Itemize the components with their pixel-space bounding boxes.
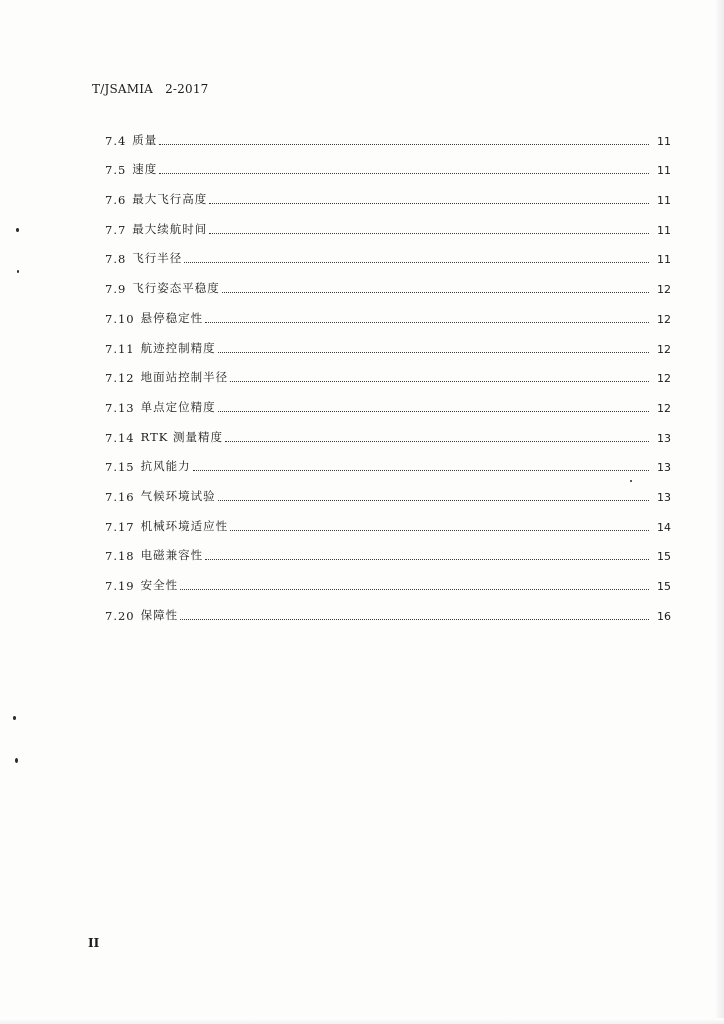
scan-speck <box>17 270 19 273</box>
toc-dot-leader <box>218 410 649 412</box>
toc-entry-page: 11 <box>657 253 671 267</box>
toc-entry-title: RTK 测量精度 <box>140 429 223 444</box>
scan-edge-shadow-bottom <box>0 1018 724 1024</box>
toc-dot-leader <box>159 143 649 145</box>
toc-entry-page: 12 <box>657 312 671 326</box>
toc-entry[interactable] <box>105 415 671 445</box>
toc-dot-leader <box>230 529 649 531</box>
toc-entry[interactable] <box>105 118 671 148</box>
toc-entry-page: 13 <box>657 431 671 445</box>
toc-dot-leader <box>180 618 649 620</box>
toc-dot-leader <box>193 469 649 471</box>
toc-entry[interactable] <box>105 385 671 415</box>
toc-entry-number: 7.16 <box>105 489 135 504</box>
toc-dot-leader <box>180 588 649 590</box>
toc-entry-number: 7.10 <box>105 311 135 326</box>
toc-entry-number: 7.15 <box>105 460 135 475</box>
toc-entry-page: 11 <box>657 223 671 237</box>
toc-entry-title: 电磁兼容性 <box>140 548 204 563</box>
toc-entry[interactable] <box>105 207 671 237</box>
toc-entry-number: 7.19 <box>105 579 135 593</box>
toc-entry-title: 速度 <box>132 162 158 177</box>
toc-entry-page: 11 <box>657 134 671 148</box>
toc-entry-number: 7.17 <box>105 519 135 534</box>
toc-entry-title: 安全性 <box>140 578 179 592</box>
toc-entry-page: 13 <box>657 490 671 504</box>
toc-entry-title: 飞行半径 <box>132 251 183 266</box>
toc-dot-leader <box>209 202 649 204</box>
toc-dot-leader <box>222 291 649 293</box>
toc-dot-leader <box>159 172 649 174</box>
toc-entry-title: 气候环境试验 <box>140 488 216 503</box>
toc-entry-page: 11 <box>657 164 671 178</box>
scan-speck <box>16 228 19 232</box>
page-number: II <box>88 936 100 950</box>
toc-entry[interactable] <box>105 177 671 207</box>
toc-entry-title: 抗风能力 <box>140 459 191 474</box>
toc-entry-title: 悬停稳定性 <box>140 310 204 325</box>
toc-entry-number: 7.9 <box>105 282 127 297</box>
toc-entry-number: 7.13 <box>105 400 135 415</box>
toc-dot-leader <box>225 440 649 442</box>
toc-entry-page: 12 <box>657 283 671 297</box>
toc-entry[interactable] <box>105 593 671 623</box>
toc-entry[interactable] <box>105 534 671 564</box>
scan-edge-shadow <box>714 0 724 1024</box>
toc-dot-leader <box>184 261 649 263</box>
toc-entry-number: 7.11 <box>105 341 135 356</box>
standard-code-header: T/JSAMIA 2-2017 <box>92 82 209 96</box>
toc-entry-title: 地面站控制半径 <box>140 370 229 385</box>
toc-entry-title: 最大飞行高度 <box>132 192 208 207</box>
scan-speck <box>15 758 18 763</box>
toc-dot-leader <box>205 321 649 323</box>
toc-entry-title: 最大续航时间 <box>132 221 208 236</box>
toc-entry-page: 11 <box>657 194 671 208</box>
toc-entry-page: 16 <box>657 609 671 623</box>
toc-entry[interactable] <box>105 148 671 178</box>
table-of-contents <box>105 118 671 623</box>
toc-entry-page: 12 <box>657 372 671 386</box>
toc-entry[interactable] <box>105 266 671 296</box>
toc-entry-number: 7.7 <box>105 222 127 237</box>
toc-entry[interactable] <box>105 356 671 386</box>
toc-entry-page: 12 <box>657 342 671 356</box>
toc-dot-leader <box>205 558 649 560</box>
toc-entry-number: 7.8 <box>105 252 127 267</box>
toc-entry-number: 7.14 <box>105 430 135 445</box>
toc-entry[interactable] <box>105 296 671 326</box>
toc-entry-title: 保障性 <box>140 607 179 622</box>
toc-entry[interactable] <box>105 445 671 475</box>
toc-entry-page: 15 <box>657 550 671 564</box>
toc-entry-number: 7.18 <box>105 549 135 564</box>
toc-entry-title: 质量 <box>132 132 158 147</box>
toc-entry-title: 飞行姿态平稳度 <box>132 281 220 296</box>
toc-entry-page: 14 <box>657 520 671 534</box>
toc-entry[interactable] <box>105 563 671 593</box>
toc-entry-title: 机械环境适应性 <box>140 518 229 533</box>
toc-entry-page: 15 <box>657 580 671 593</box>
toc-entry[interactable] <box>105 326 671 356</box>
toc-dot-leader <box>230 380 649 382</box>
toc-entry-number: 7.5 <box>105 163 127 178</box>
toc-entry-number: 7.6 <box>105 193 127 208</box>
toc-entry-title: 单点定位精度 <box>140 399 216 414</box>
scan-speck <box>630 480 632 482</box>
scan-speck <box>13 716 16 720</box>
toc-entry-page: 12 <box>657 401 671 415</box>
toc-entry[interactable] <box>105 504 671 534</box>
toc-entry-page: 13 <box>657 461 671 475</box>
toc-entry-number: 7.20 <box>105 608 135 623</box>
toc-entry-number: 7.4 <box>105 133 127 148</box>
toc-entry-number: 7.12 <box>105 371 135 386</box>
toc-entry-title: 航迹控制精度 <box>140 340 216 355</box>
toc-entry[interactable] <box>105 237 671 267</box>
toc-dot-leader <box>209 232 649 234</box>
toc-dot-leader <box>218 499 649 501</box>
toc-dot-leader <box>218 351 649 353</box>
toc-entry[interactable] <box>105 474 671 504</box>
